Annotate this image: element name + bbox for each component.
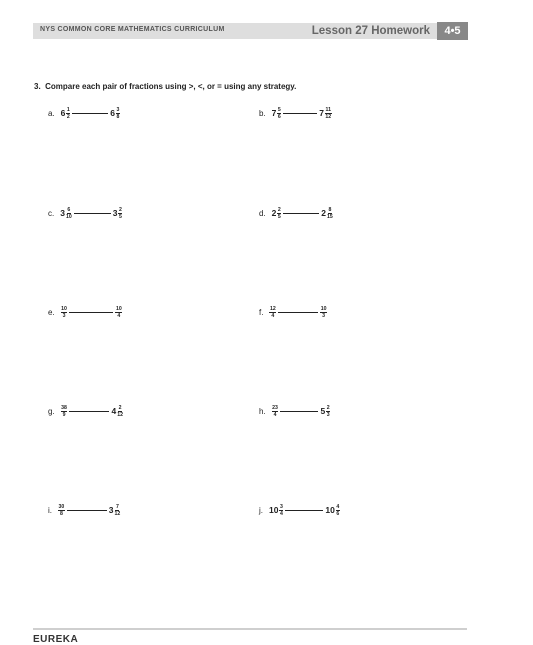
right-operand: [110, 107, 120, 120]
whole-number: 10: [325, 505, 335, 515]
right-operand: [320, 306, 327, 319]
problem-g: [48, 399, 123, 423]
answer-blank[interactable]: [74, 213, 111, 214]
footer-rule: [33, 628, 467, 630]
numerator: 23: [272, 404, 278, 411]
left-operand: [58, 504, 65, 517]
denominator: 5: [277, 213, 281, 220]
numerator: 4: [336, 503, 340, 510]
problem-label: j.: [259, 505, 263, 515]
numerator: 12: [269, 305, 276, 312]
numerator: 6: [67, 206, 71, 213]
fraction: [327, 207, 333, 220]
fraction: [336, 504, 340, 517]
denominator: 8: [116, 113, 120, 120]
answer-blank[interactable]: [285, 510, 323, 511]
fraction: [115, 504, 121, 517]
denominator: 2: [66, 113, 70, 120]
numerator: 3: [279, 503, 283, 510]
numerator: 2: [118, 206, 122, 213]
right-operand: [109, 504, 121, 517]
question-text: Compare each pair of fractions using >, <, or = using any strategy.: [45, 82, 297, 91]
fraction: [320, 306, 327, 319]
problem-h: [259, 399, 330, 423]
question-number: 3.: [34, 82, 41, 91]
whole-number: 3: [112, 208, 118, 218]
problem-d: [259, 201, 333, 225]
right-operand: [321, 207, 333, 220]
right-operand: [113, 207, 123, 220]
problem-label: b.: [259, 108, 266, 118]
numerator: 1: [66, 106, 70, 113]
numerator: 10: [320, 305, 327, 312]
answer-blank[interactable]: [69, 411, 109, 412]
right-operand: [115, 306, 122, 319]
denominator: 12: [325, 113, 332, 120]
right-operand: [111, 405, 123, 418]
eureka-logo: EUREKA: [33, 634, 79, 645]
left-operand: [272, 207, 282, 220]
problem-label: g.: [48, 406, 55, 416]
denominator: 12: [114, 510, 121, 517]
numerator: 5: [277, 106, 281, 113]
numerator: 11: [325, 106, 332, 113]
left-operand: [272, 107, 282, 120]
denominator: 6: [277, 113, 281, 120]
whole-number: 3: [60, 208, 65, 218]
fraction: [116, 107, 120, 120]
numerator: 30: [58, 503, 65, 510]
denominator: 15: [327, 213, 333, 220]
denominator: 10: [65, 213, 72, 220]
whole-number: 2: [271, 208, 277, 218]
denominator: 4: [117, 312, 121, 319]
problem-f: [259, 300, 327, 324]
fraction: [325, 107, 331, 120]
fraction: [66, 107, 70, 120]
numerator: 8: [328, 206, 332, 213]
whole-number: 6: [60, 108, 66, 118]
left-operand: [269, 504, 283, 517]
fraction: [277, 107, 281, 120]
numerator: 2: [118, 404, 122, 411]
numerator: 2: [326, 404, 330, 411]
whole-number: 7: [271, 108, 277, 118]
whole-number: 3: [108, 505, 114, 515]
answer-blank[interactable]: [280, 411, 318, 412]
fraction: [118, 207, 122, 220]
fraction: [115, 306, 122, 319]
problem-label: i.: [48, 505, 52, 515]
denominator: 6: [336, 510, 340, 517]
problem-c: [48, 201, 122, 225]
left-operand: [61, 405, 68, 418]
numerator: 7: [115, 503, 119, 510]
fraction: [279, 504, 283, 517]
question-instruction: [34, 82, 296, 91]
whole-number: 10: [269, 505, 279, 515]
denominator: 12: [117, 411, 123, 418]
whole-number: 5: [320, 406, 326, 416]
right-operand: [320, 405, 330, 418]
problem-label: d.: [259, 208, 266, 218]
problem-j: [259, 498, 340, 522]
denominator: 9: [62, 411, 66, 418]
right-operand: [325, 504, 339, 517]
problem-b: [259, 101, 332, 125]
answer-blank[interactable]: [69, 312, 113, 313]
answer-blank[interactable]: [283, 113, 317, 114]
problem-a: [48, 101, 120, 125]
fraction: [61, 306, 68, 319]
curriculum-title: NYS COMMON CORE MATHEMATICS CURRICULUM: [40, 26, 225, 33]
denominator: 5: [118, 213, 122, 220]
left-operand: [269, 306, 276, 319]
left-operand: [272, 405, 279, 418]
left-operand: [61, 306, 68, 319]
problem-label: a.: [48, 108, 55, 118]
numerator: 10: [61, 305, 67, 312]
whole-number: 6: [110, 108, 116, 118]
problem-label: c.: [48, 208, 55, 218]
numerator: 3: [116, 106, 120, 113]
fraction: [269, 306, 276, 319]
lesson-title: Lesson 27 Homework: [311, 25, 430, 37]
problem-e: [48, 300, 122, 324]
denominator: 4: [271, 312, 275, 319]
fraction: [326, 405, 330, 418]
denominator: 8: [59, 510, 63, 517]
fraction: [58, 504, 65, 517]
numerator: 10: [115, 305, 122, 312]
numerator: 38: [61, 404, 67, 411]
fraction: [117, 405, 123, 418]
fraction: [61, 405, 68, 418]
fraction: [277, 207, 281, 220]
denominator: 4: [279, 510, 283, 517]
problem-label: f.: [259, 307, 264, 317]
answer-blank[interactable]: [283, 213, 319, 214]
fraction: [272, 405, 279, 418]
denominator: 3: [326, 411, 330, 418]
answer-blank[interactable]: [67, 510, 107, 511]
left-operand: [60, 207, 72, 220]
answer-blank[interactable]: [72, 113, 108, 114]
numerator: 2: [277, 206, 281, 213]
problem-label: e.: [48, 307, 55, 317]
fraction: [66, 207, 72, 220]
denominator: 3: [62, 312, 66, 319]
denominator: 3: [322, 312, 326, 319]
denominator: 4: [273, 411, 277, 418]
left-operand: [61, 107, 71, 120]
whole-number: 7: [319, 108, 325, 118]
whole-number: 4: [111, 406, 117, 416]
whole-number: 2: [321, 208, 327, 218]
grade-module-badge: 4•5: [437, 22, 468, 40]
answer-blank[interactable]: [278, 312, 318, 313]
right-operand: [319, 107, 331, 120]
problem-i: [48, 498, 120, 522]
problem-label: h.: [259, 406, 266, 416]
